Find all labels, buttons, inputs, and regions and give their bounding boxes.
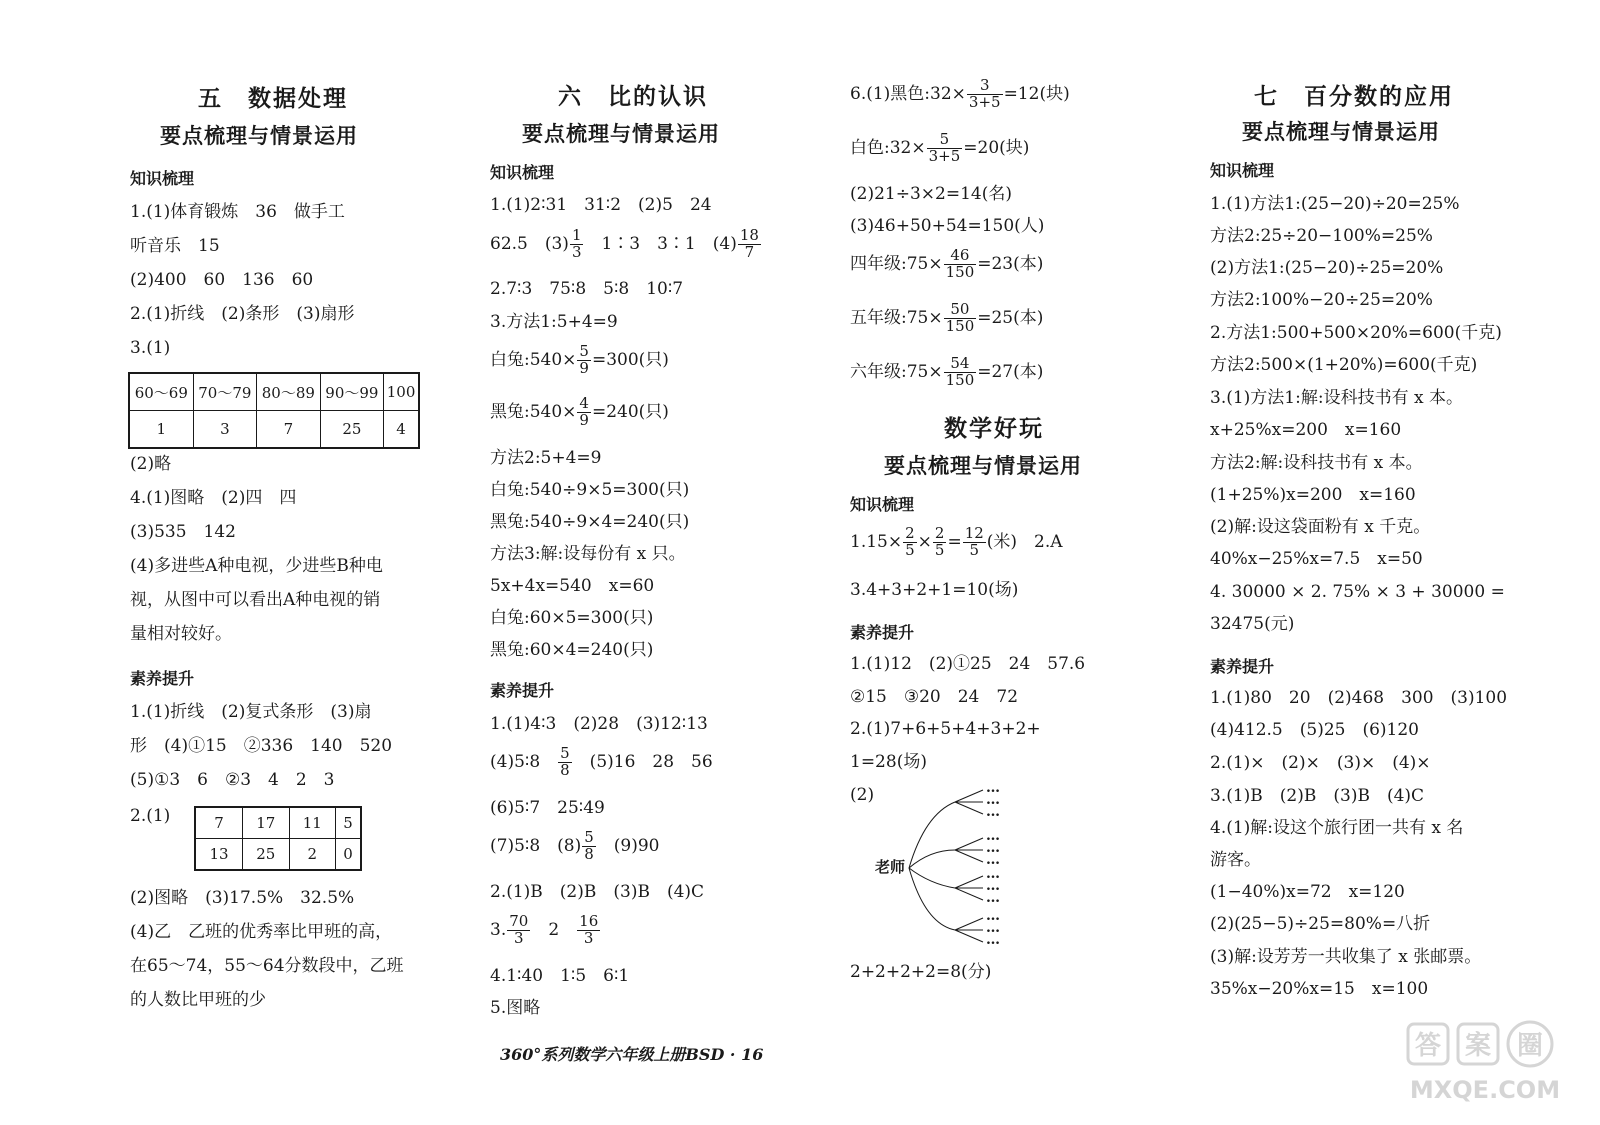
answer-line: (5)①3 6 ②3 4 2 3 <box>130 770 335 790</box>
answer-line-with-fraction: 白兔:540× $\frac{5}{9}$ =300(只) <box>490 342 669 377</box>
answer-line: (2) <box>850 785 875 805</box>
table-cell: 4 <box>384 411 419 449</box>
subsection-heading: 知识梳理 <box>130 169 195 188</box>
section-subtitle: 要点梳理与情景运用 <box>884 454 1082 478</box>
answer-line: 1.(1)2∶31 31∶2 (2)5 24 <box>490 195 712 215</box>
table-cell: 90～99 <box>320 373 384 411</box>
answer-line: 2.(1)B (2)B (3)B (4)C <box>490 882 705 902</box>
fraction: $\frac{3}{3+5}$ <box>968 76 1001 111</box>
fraction: $\frac{5}{8}$ <box>584 828 594 863</box>
svg-text:案: 案 <box>1464 1031 1492 1061</box>
answer-line: 1.(1)体育锻炼 36 做手工 <box>130 202 345 222</box>
answer-line: 方法2:5+4=9 <box>490 448 602 468</box>
fraction: $\frac{5}{8}$ <box>560 744 570 779</box>
answer-line: 方法2:解:设科技书有 x 本。 <box>1210 453 1423 473</box>
answer-line: (1−40%)x=72 x=120 <box>1210 882 1405 902</box>
answer-line-with-fraction: 3. $\frac{70}{3}$ 2 $\frac{16}{3}$ <box>490 912 599 947</box>
subsection-heading: 知识梳理 <box>1210 161 1275 180</box>
answer-line-with-fraction: (7)5∶8 (8) $\frac{5}{8}$ (9)90 <box>490 828 660 863</box>
section-title-data-processing: 五 数据处理 <box>198 86 348 112</box>
answer-line: (2)略 <box>130 454 172 474</box>
answer-line: 1.(1)12 (2)①25 24 57.6 <box>850 654 1086 674</box>
answer-line: 黑兔:540÷9×4=240(只) <box>490 512 690 532</box>
svg-text:答: 答 <box>1414 1031 1442 1061</box>
answer-line: (2)(25−5)÷25=80%=八折 <box>1210 914 1431 934</box>
subsection-heading: 素养提升 <box>490 681 555 700</box>
fraction: $\frac{2}{5}$ <box>905 524 915 559</box>
answer-line: 32475(元) <box>1210 614 1295 634</box>
answer-line: (3)解:设芳芳一共收集了 x 张邮票。 <box>1210 947 1482 967</box>
answer-line: 在65～74，55～64分数段中，乙班 <box>130 956 404 976</box>
answer-line: 3.(1)方法1:解:设科技书有 x 本。 <box>1210 388 1463 408</box>
fraction: $\frac{70}{3}$ <box>509 912 529 947</box>
section-title-ratio: 六 比的认识 <box>558 84 708 110</box>
subsection-heading: 知识梳理 <box>850 495 915 514</box>
answer-line: 2.(1)× (2)× (3)× (4)× <box>1210 753 1431 773</box>
answer-line: (4)乙 乙班的优秀率比甲班的高， <box>130 922 393 942</box>
answer-line: 3.(1) <box>130 338 171 358</box>
answer-line: 1.(1)方法1:(25−20)÷20=25% <box>1210 194 1460 214</box>
watermark-logo <box>1400 1018 1570 1108</box>
fraction: $\frac{2}{5}$ <box>934 524 945 559</box>
fraction: $\frac{5}{3+5}$ <box>928 130 961 165</box>
class-score-table <box>194 806 362 871</box>
answer-line: 4. 30000 × 2. 75% × 3 + 30000 = <box>1210 582 1505 602</box>
fraction: $\frac{46}{150}$ <box>945 246 975 281</box>
answer-line-with-fraction: (4)5∶8 $\frac{5}{8}$ (5)16 28 56 <box>490 744 713 779</box>
section-subtitle: 要点梳理与情景运用 <box>522 122 720 146</box>
subsection-heading: 素养提升 <box>1210 657 1275 676</box>
answer-line: 3.4+3+2+1=10(场) <box>850 580 1019 600</box>
answer-line-with-fraction: 白色:32× $\frac{5}{3+5}$ =20(块) <box>850 130 1030 165</box>
answer-line: ②15 ③20 24 72 <box>850 687 1019 707</box>
answer-line: 方法2:500×(1+20%)=600(千克) <box>1210 355 1478 375</box>
table-cell: 7 <box>195 807 243 839</box>
table-cell: 13 <box>195 839 243 871</box>
answer-line-with-fraction: 黑兔:540× $\frac{4}{9}$ =240(只) <box>490 394 669 429</box>
answer-line: 2.(1) <box>130 806 171 826</box>
fraction: $\frac{16}{3}$ <box>579 912 599 947</box>
tree-root-label: 老师 <box>875 858 906 876</box>
answer-line: 量相对较好。 <box>130 624 232 644</box>
answer-line: 1.(1)折线 (2)复式条形 (3)扇 <box>130 702 372 722</box>
answer-line: 听音乐 15 <box>130 236 220 256</box>
subsection-heading: 素养提升 <box>850 623 915 642</box>
answer-line: (3)535 142 <box>130 522 236 542</box>
tree-leaf-dots: … … … … … … … … … … … … <box>986 780 1000 948</box>
answer-line: 3.方法1:5+4=9 <box>490 312 618 332</box>
tree-diagram <box>905 780 1045 954</box>
table-cell: 7 <box>257 411 321 449</box>
page-footer: 360°系列数学六年级上册BSD · 16 <box>500 1045 764 1064</box>
answer-line: 方法2:100%−20÷25=20% <box>1210 290 1433 310</box>
section-title-math-fun: 数学好玩 <box>944 416 1044 442</box>
answer-line-with-fraction: 62.5 (3) $\frac{1}{3}$ 1∶3 3∶1 (4) $\frac{18}{7}$ <box>490 226 759 261</box>
table-cell: 60～69 <box>129 373 193 411</box>
fraction: $\frac{50}{150}$ <box>945 300 975 335</box>
table-cell: 3 <box>193 411 257 449</box>
answer-line: (4)412.5 (5)25 (6)120 <box>1210 720 1419 740</box>
answer-line: 1.(1)4∶3 (2)28 (3)12∶13 <box>490 714 708 734</box>
fraction: $\frac{5}{9}$ <box>579 342 589 377</box>
answer-line: (6)5∶7 25∶49 <box>490 798 605 818</box>
answer-line: 视，从图中可以看出A种电视的销 <box>130 590 381 610</box>
answer-line: (4)多进些A种电视，少进些B种电 <box>130 556 383 576</box>
table-cell: 25 <box>243 839 289 871</box>
subsection-heading: 素养提升 <box>130 669 195 688</box>
table-cell: 1 <box>129 411 193 449</box>
table-cell: 100 <box>384 373 419 411</box>
answer-line-with-fraction: 六年级:75× $\frac{54}{150}$ =27(本) <box>850 354 1044 389</box>
answer-line: 3.(1)B (2)B (3)B (4)C <box>1210 786 1425 806</box>
fraction: $\frac{18}{7}$ <box>739 226 759 261</box>
answer-line: 2+2+2+2=8(分) <box>850 962 992 982</box>
answer-line: 2.(1)7+6+5+4+3+2+ <box>850 719 1041 739</box>
answer-line: 的人数比甲班的少 <box>130 990 266 1010</box>
answer-line: 4.1∶40 1∶5 6∶1 <box>490 966 630 986</box>
subsection-heading: 知识梳理 <box>490 163 555 182</box>
answer-line: (3)46+50+54=150(人) <box>850 216 1045 236</box>
answer-line-with-fraction: 1.15× $\frac{2}{5}$ × $\frac{2}{5}$ = $\frac{12}{5}$ (米) 2.A <box>850 524 1063 559</box>
table-cell: 11 <box>289 807 335 839</box>
section-subtitle: 要点梳理与情景运用 <box>160 124 358 148</box>
answer-line: 游客。 <box>1210 850 1261 870</box>
table-cell: 5 <box>335 807 361 839</box>
answer-line-with-fraction: 6.(1)黑色:32× $\frac{3}{3+5}$ =12(块) <box>850 76 1070 111</box>
answer-line: 1=28(场) <box>850 752 927 772</box>
answer-line: (2)图略 (3)17.5% 32.5% <box>130 888 355 908</box>
answer-line: 白兔:540÷9×5=300(只) <box>490 480 690 500</box>
score-table <box>128 372 420 449</box>
answer-line-with-fraction: 四年级:75× $\frac{46}{150}$ =23(本) <box>850 246 1044 281</box>
answer-line: (2)解:设这袋面粉有 x 千克。 <box>1210 517 1431 537</box>
table-cell: 0 <box>335 839 361 871</box>
answer-line: 白兔:60×5=300(只) <box>490 608 654 628</box>
table-cell: 80～89 <box>257 373 321 411</box>
answer-line: 35%x−20%x=15 x=100 <box>1210 979 1429 999</box>
fraction: $\frac{1}{3}$ <box>571 226 582 261</box>
svg-text:圈: 圈 <box>1516 1031 1544 1061</box>
answer-line: (2)400 60 136 60 <box>130 270 314 290</box>
fraction: $\frac{4}{9}$ <box>579 394 589 429</box>
answer-line: (2)方法1:(25−20)÷25=20% <box>1210 258 1444 278</box>
section-title-percent: 七 百分数的应用 <box>1254 84 1454 110</box>
answer-line: 4.(1)图略 (2)四 四 <box>130 488 297 508</box>
answer-line: 黑兔:60×4=240(只) <box>490 640 654 660</box>
fraction: $\frac{12}{5}$ <box>964 524 984 559</box>
answer-line: (2)21÷3×2=14(名) <box>850 184 1012 204</box>
answer-line: 2.方法1:500+500×20%=600(千克) <box>1210 323 1502 343</box>
answer-line: 形 (4)①15 ②336 140 520 <box>130 736 393 756</box>
answer-line: 方法3:解:设每份有 x 只。 <box>490 544 686 564</box>
answer-line: x+25%x=200 x=160 <box>1210 420 1402 440</box>
answer-line: 1.(1)80 20 (2)468 300 (3)100 <box>1210 688 1508 708</box>
table-cell: 2 <box>289 839 335 871</box>
answer-line: 5.图略 <box>490 998 541 1018</box>
section-subtitle: 要点梳理与情景运用 <box>1242 120 1440 144</box>
table-cell: 17 <box>243 807 289 839</box>
table-cell: 70～79 <box>193 373 257 411</box>
table-cell: 25 <box>320 411 384 449</box>
answer-line: 40%x−25%x=7.5 x=50 <box>1210 549 1423 569</box>
answer-line: 2.(1)折线 (2)条形 (3)扇形 <box>130 304 355 324</box>
svg-text:MXQE.COM: MXQE.COM <box>1409 1076 1561 1104</box>
answer-line: 4.(1)解:设这个旅行团一共有 x 名 <box>1210 818 1464 838</box>
answer-line-with-fraction: 五年级:75× $\frac{50}{150}$ =25(本) <box>850 300 1044 335</box>
fraction: $\frac{54}{150}$ <box>945 354 975 389</box>
answer-line: (1+25%)x=200 x=160 <box>1210 485 1416 505</box>
answer-line: 2.7∶3 75∶8 5∶8 10∶7 <box>490 279 684 299</box>
answer-line: 方法2:25÷20−100%=25% <box>1210 226 1433 246</box>
answer-line: 5x+4x=540 x=60 <box>490 576 655 596</box>
